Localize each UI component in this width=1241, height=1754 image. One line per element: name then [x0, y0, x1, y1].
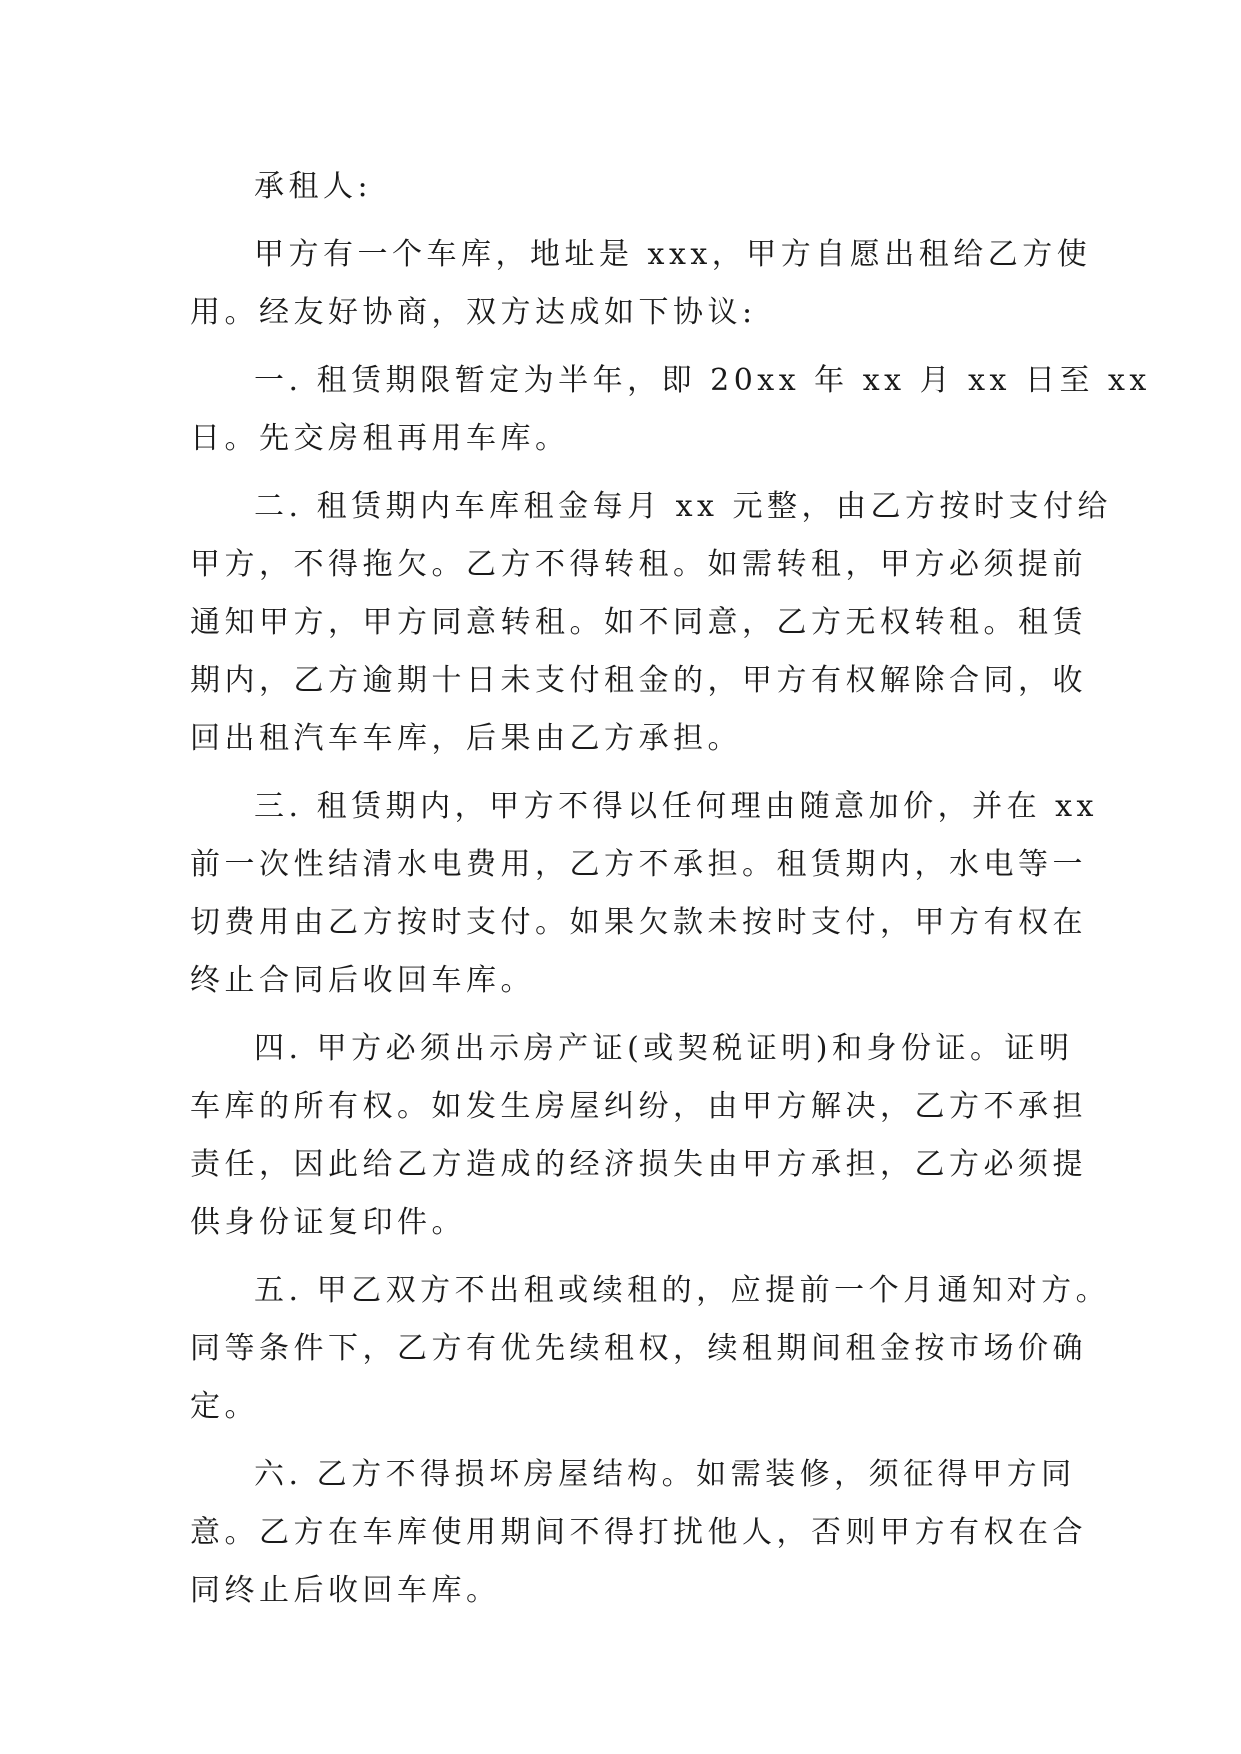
paragraph-clause-3 [190, 778, 1098, 1010]
paragraph-clause-4 [190, 1020, 1087, 1252]
text-line: 前一次性结清水电费用，乙方不承担。租赁期内，水电等一 [190, 847, 1087, 882]
text-line: 甲方，不得拖欠。乙方不得转租。如需转租，甲方必须提前 [190, 547, 1087, 582]
text-line: 通知甲方，甲方同意转租。如不同意，乙方无权转租。租赁 [190, 605, 1087, 640]
text-line: 一. 租赁期限暂定为半年，即 20xx 年 xx 月 xx 日至 xx [254, 363, 1151, 398]
text-line: 终止合同后收回车库。 [190, 963, 535, 998]
text-line: 三. 租赁期内，甲方不得以任何理由随意加价，并在 xx [254, 789, 1098, 824]
text-line: 期内，乙方逾期十日未支付租金的，甲方有权解除合同，收 [190, 663, 1087, 698]
text-line: 用。经友好协商，双方达成如下协议: [190, 295, 757, 330]
paragraph-clause-1 [190, 352, 1151, 468]
text-line: 供身份证复印件。 [190, 1205, 466, 1240]
text-line: 车库的所有权。如发生房屋纠纷，由甲方解决，乙方不承担 [190, 1089, 1087, 1124]
text-line: 二. 租赁期内车库租金每月 xx 元整，由乙方按时支付给 [254, 489, 1112, 524]
text-line: 回出租汽车车库，后果由乙方承担。 [190, 721, 742, 756]
text-line: 意。乙方在车库使用期间不得打扰他人，否则甲方有权在合 [190, 1515, 1087, 1550]
paragraph-clause-2 [190, 478, 1112, 768]
text-line: 六. 乙方不得损坏房屋结构。如需装修，须征得甲方同 [254, 1457, 1076, 1492]
text-line: 同等条件下，乙方有优先续租权，续租期间租金按市场价确 [190, 1331, 1087, 1366]
text-line: 四. 甲方必须出示房产证(或契税证明)和身份证。证明 [254, 1031, 1074, 1066]
paragraph-intro [190, 226, 1092, 342]
text-line: 同终止后收回车库。 [190, 1573, 501, 1608]
text-line: 承租人: [254, 169, 373, 204]
paragraph-clause-5 [190, 1262, 1111, 1436]
text-line: 甲方有一个车库，地址是 xxx，甲方自愿出租给乙方使 [254, 237, 1092, 272]
paragraph-lessee-label [190, 158, 1050, 216]
text-line: 切费用由乙方按时支付。如果欠款未按时支付，甲方有权在 [190, 905, 1087, 940]
document-body [190, 158, 1151, 1620]
text-line: 责任，因此给乙方造成的经济损失由甲方承担，乙方必须提 [190, 1147, 1087, 1182]
text-line: 日。先交房租再用车库。 [190, 421, 570, 456]
paragraph-clause-6 [190, 1446, 1087, 1620]
text-line: 定。 [190, 1389, 259, 1424]
text-line: 五. 甲乙双方不出租或续租的，应提前一个月通知对方。 [254, 1273, 1111, 1308]
